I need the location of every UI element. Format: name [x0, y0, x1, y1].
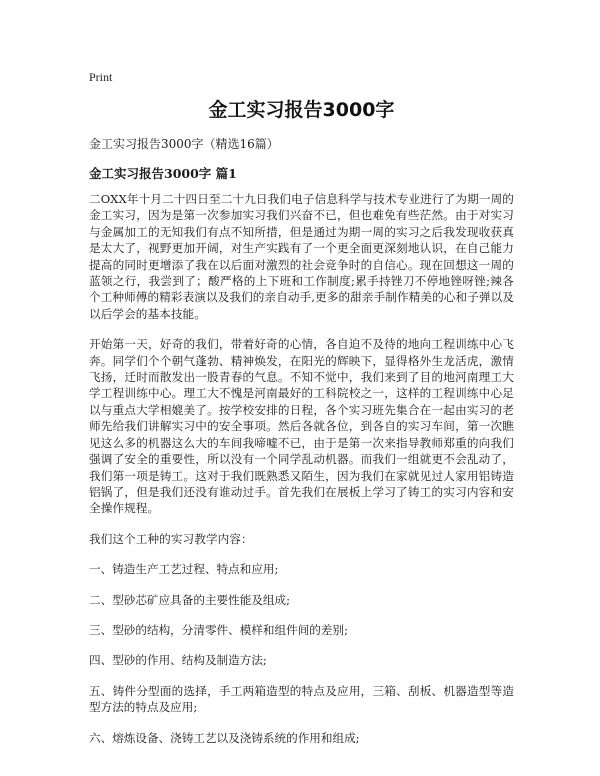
paragraph-first-day: 开始第一天，好奇的我们，带着好奇的心情，各自迫不及待的地向工程训练中心飞奔。同学们个个朝气蓬勃、精神焕发，在阳光的辉映下，显得格外生龙活虎，激情飞扬，迁时而散发出一股青春的气息。不知不觉中，我们来到了目的地河南理工大学工程训练中心。理工大不愧是河南最好的工科院校之一，这样的工程训练中心足以与重点大学相媲美了。按学校安排的日程，各个实习班先集合在一起由实习的老师先给我们讲解实习中的安全事项。然后各就各位，到各自的实习车间，第一次瞧见这么多的机器这么大的车间我啼嘘不已，由于是第一次来指导教师郑重的向我们强调了安全的重要性，所以没有一个同学乱动机器。而我们一组就更不会乱动了，我们第一项是铸工。这对于我们既熟悉又陌生，因为我们在家就见过人家用铝铸造铝锅了，但是我们还没有谁动过手。首先我们在展板上学习了铸工的实习内容和安全操作规程。 [89, 337, 514, 516]
list-item: 二、型砂芯矿应具备的主要性能及组成; [89, 592, 291, 607]
paragraph-content-lead: 我们这个工种的实习教学内容： [89, 531, 253, 546]
section-heading: 金工实习报告3000字 篇1 [89, 166, 237, 181]
list-item: 四、型砂的作用、结构及制造方法; [89, 653, 267, 668]
document-title: 金工实习报告3000字 [208, 99, 395, 121]
print-link[interactable]: Print [89, 70, 113, 84]
list-item: 六、熔炼设备、浇铸工艺以及浇铸系统的作用和组成; [89, 730, 360, 745]
paragraph-intro: 二OXX年十月二十四日至二十九日我们电子信息科学与技术专业进行了为期一周的金工实习，因为是第一次参加实习我们兴奋不已，但也难免有些茫然。由于对实习与金属加工的无知我们有点不知所措，但是通过为期一周的实习之后我发现收获真是太大了，视野更加开阔，对生产实践有了一个更全面更深刻地认识，在自己能力提高的同时更增添了我在以后面对激烈的社会竞争时的自信心。现在回想这一周的蓝领之行，我尝到了；酸严格的上下班和工作制度;累手持锉刀不停地锉呀锉;辣各个工种师傅的精彩表演以及我们的亲自动手,更多的甜亲手制作精美的心和子弹以及以后学会的基本技能。 [89, 192, 514, 321]
document-subtitle: 金工实习报告3000字（精选16篇） [89, 137, 279, 151]
list-item: 一、铸造生产工艺过程、特点和应用; [89, 562, 279, 577]
list-item: 五、铸件分型面的选择，手工两箱造型的特点及应用，三箱、刮板、机器造型等造型方法的特点及应用; [89, 683, 514, 715]
list-item: 三、型砂的结构，分清零件、模样和组件间的差别; [89, 622, 348, 637]
